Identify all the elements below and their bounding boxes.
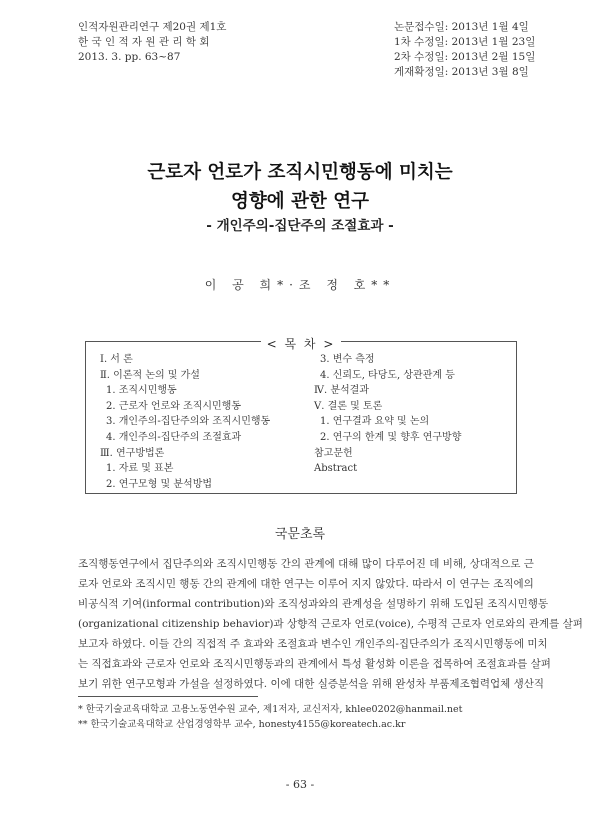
toc-item: 3. 개인주의-집단주의와 조직시민행동: [106, 416, 271, 428]
toc-right-column: [314, 352, 461, 477]
abstract-line: (organizational citizenship behavior)과 상향적 근로자 언로(voice), 수평적 근로자 언로와의 관계를 살펴: [78, 618, 583, 630]
paper-title: [0, 158, 600, 216]
toc-item: 2. 연구모형 및 분석방법: [106, 478, 213, 490]
paper-subtitle: - 개인주의-집단주의 조절효과 -: [206, 218, 394, 234]
footnote-divider: [78, 696, 258, 697]
footnote-first-author: * 한국기술교육대학교 고용노동연수원 교수, 제1저자, 교신저자, khlee0202@hanmail.net: [78, 704, 463, 715]
abstract-line: 로자 언로와 조직시민 행동 간의 관계에 대한 연구는 이루어 지지 않았다. 따라서 이 연구는 조직에의: [78, 578, 534, 590]
abstract-line: 보기 위한 연구모형과 가설을 설정하였다. 이에 대한 실증분석을 위해 완성차 부품제조협력업체 생산직: [78, 678, 545, 690]
authors: 이 공 희*·조 정 호**: [204, 278, 396, 292]
first-revision-date: 1차 수정일: 2013년 1월 23일: [394, 36, 536, 48]
journal-volume: 인적자원관리연구 제20권 제1호: [78, 21, 227, 33]
toc-item: 2. 연구의 한계 및 향후 연구방향: [320, 431, 462, 443]
toc-item: 3. 변수 측정: [320, 354, 375, 365]
submission-dates: [394, 20, 535, 80]
abstract-body: [78, 554, 583, 694]
abstract-line: 보고자 하였다. 이들 간의 직접적 주 효과와 조절효과 변수인 개인주의-집단주의가 조직시민행동에 미치: [78, 638, 548, 650]
toc-item: Abstract: [314, 463, 358, 475]
toc-item: Ⅰ. 서 론: [100, 354, 133, 365]
toc-item: Ⅳ. 분석결과: [314, 385, 369, 397]
page-number: - 63 -: [285, 778, 315, 791]
abstract-line: 조직행동연구에서 집단주의와 조직시민행동 간의 관계에 대해 많이 다루어진 데 비해, 상대적으로 근: [78, 558, 534, 570]
toc-item: 참고문헌: [314, 447, 353, 459]
toc-item: Ⅴ. 결론 및 토론: [314, 400, 383, 412]
toc-heading-wrap: [86, 333, 516, 352]
received-date: 논문접수일: 2013년 1월 4일: [394, 21, 529, 33]
toc-item: 1. 조직시민행동: [106, 385, 177, 397]
table-of-contents: [85, 337, 517, 494]
toc-item: 4. 개인주의-집단주의 조절효과: [106, 431, 242, 443]
footnote-second-author: ** 한국기술교육대학교 산업경영학부 교수, honesty4155@koreatech.ac.kr: [78, 719, 406, 730]
toc-item: Ⅱ. 이론적 논의 및 가설: [100, 369, 200, 381]
journal-info: [78, 20, 226, 65]
toc-left-column: [100, 352, 270, 492]
title-line-2: 영향에 관한 연구: [231, 191, 369, 212]
abstract-line: 비공식적 기여(informal contribution)와 조직성과와의 관계성을 설명하기 위해 도입된 조직시민행동: [78, 598, 549, 610]
abstract-line: 는 직접효과와 근로자 언로와 조직시민행동과의 관계에서 특성 활성화 이론을 접목하여 조절효과를 살펴: [78, 658, 551, 670]
toc-heading: < 목 차 >: [261, 337, 342, 351]
toc-heading-text: 목 차: [284, 337, 318, 351]
journal-pages: 2013. 3. pp. 63~87: [78, 51, 181, 63]
abstract-heading: 국문초록: [274, 527, 326, 542]
second-revision-date: 2차 수정일: 2013년 2월 15일: [394, 51, 536, 63]
toc-item: 1. 연구결과 요약 및 논의: [320, 416, 430, 428]
toc-item: 4. 신뢰도, 타당도, 상관관계 등: [320, 369, 455, 381]
toc-item: Ⅲ. 연구방법론: [100, 447, 165, 459]
toc-item: 2. 근로자 언로와 조직시민행동: [106, 400, 241, 412]
journal-society: 한 국 인 적 자 원 관 리 학 회: [78, 36, 210, 48]
accepted-date: 게재확정일: 2013년 3월 8일: [394, 66, 529, 78]
toc-item: 1. 자료 및 표본: [106, 463, 174, 475]
title-line-1: 근로자 언로가 조직시민행동에 미치는: [147, 162, 453, 183]
